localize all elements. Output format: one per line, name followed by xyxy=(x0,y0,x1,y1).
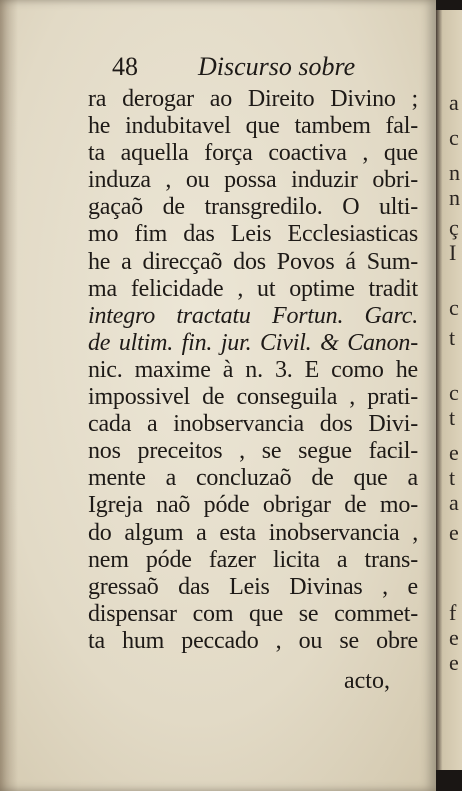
edge-glyph: e xyxy=(449,440,459,465)
text-line: he a direcçaõ dos Povos á Sum- xyxy=(88,248,418,275)
edge-glyph: a xyxy=(449,490,459,515)
text-line: nem póde fazer licita a trans- xyxy=(88,546,418,573)
text-line: mente a concluzaõ de que a xyxy=(88,465,418,492)
text-line: mo fim das Leis Ecclesiasticas xyxy=(88,221,418,248)
text-line-citation: de ultim. fin. jur. Civil. & Canon- xyxy=(88,329,418,356)
gutter-shadow xyxy=(0,0,18,791)
text-line: dispensar com que se commet- xyxy=(88,600,418,627)
edge-glyph: t xyxy=(449,325,456,350)
text-line: do algum a esta inobservancia , xyxy=(88,519,418,546)
text-line: ta hum peccado , ou se obre xyxy=(88,627,418,654)
text-line: ta aquella força coactiva , que xyxy=(88,140,418,167)
edge-glyph: n xyxy=(449,160,460,185)
text-line: ma felicidade , ut optime tradit xyxy=(88,275,418,302)
edge-glyph: e xyxy=(449,625,459,650)
text-line: nic. maxime à n. 3. E como he xyxy=(88,356,418,383)
edge-glyph: f xyxy=(449,600,457,625)
edge-glyph: t xyxy=(449,405,456,430)
text-line: gaçaõ de transgredilo. O ulti- xyxy=(88,194,418,221)
page-number: 48 xyxy=(112,52,138,81)
text-line: he indubitavel que tambem fal- xyxy=(88,113,418,140)
edge-glyph: t xyxy=(449,465,456,490)
edge-glyph: ç xyxy=(449,215,459,240)
text-line: induza , ou possa induzir obri- xyxy=(88,167,418,194)
edge-glyph: c xyxy=(449,380,459,405)
edge-glyph: e xyxy=(449,650,459,675)
edge-glyph: c xyxy=(449,125,459,150)
edge-glyph: a xyxy=(449,90,459,115)
running-head: Discurso sobre xyxy=(198,52,356,81)
text-line-citation: integro tractatu Fortun. Garc. xyxy=(88,302,418,329)
text-line: impossivel de conseguila , prati- xyxy=(88,384,418,411)
edge-glyph: e xyxy=(449,520,459,545)
text-line: cada a inobservancia dos Divi- xyxy=(88,411,418,438)
catchword: acto, xyxy=(344,668,390,694)
text-line: Igreja naõ póde obrigar de mo- xyxy=(88,492,418,519)
edge-glyph: c xyxy=(449,295,459,320)
next-page-edge xyxy=(436,10,462,770)
edge-glyph: n xyxy=(449,185,460,210)
body-text xyxy=(88,86,418,655)
text-line: ra derogar ao Direito Divino ; xyxy=(88,86,418,112)
text-line: gressaõ das Leis Divinas , e xyxy=(88,573,418,600)
edge-glyph: I xyxy=(449,240,457,265)
text-line: nos preceitos , se segue facil- xyxy=(88,438,418,465)
page-header xyxy=(88,52,388,86)
